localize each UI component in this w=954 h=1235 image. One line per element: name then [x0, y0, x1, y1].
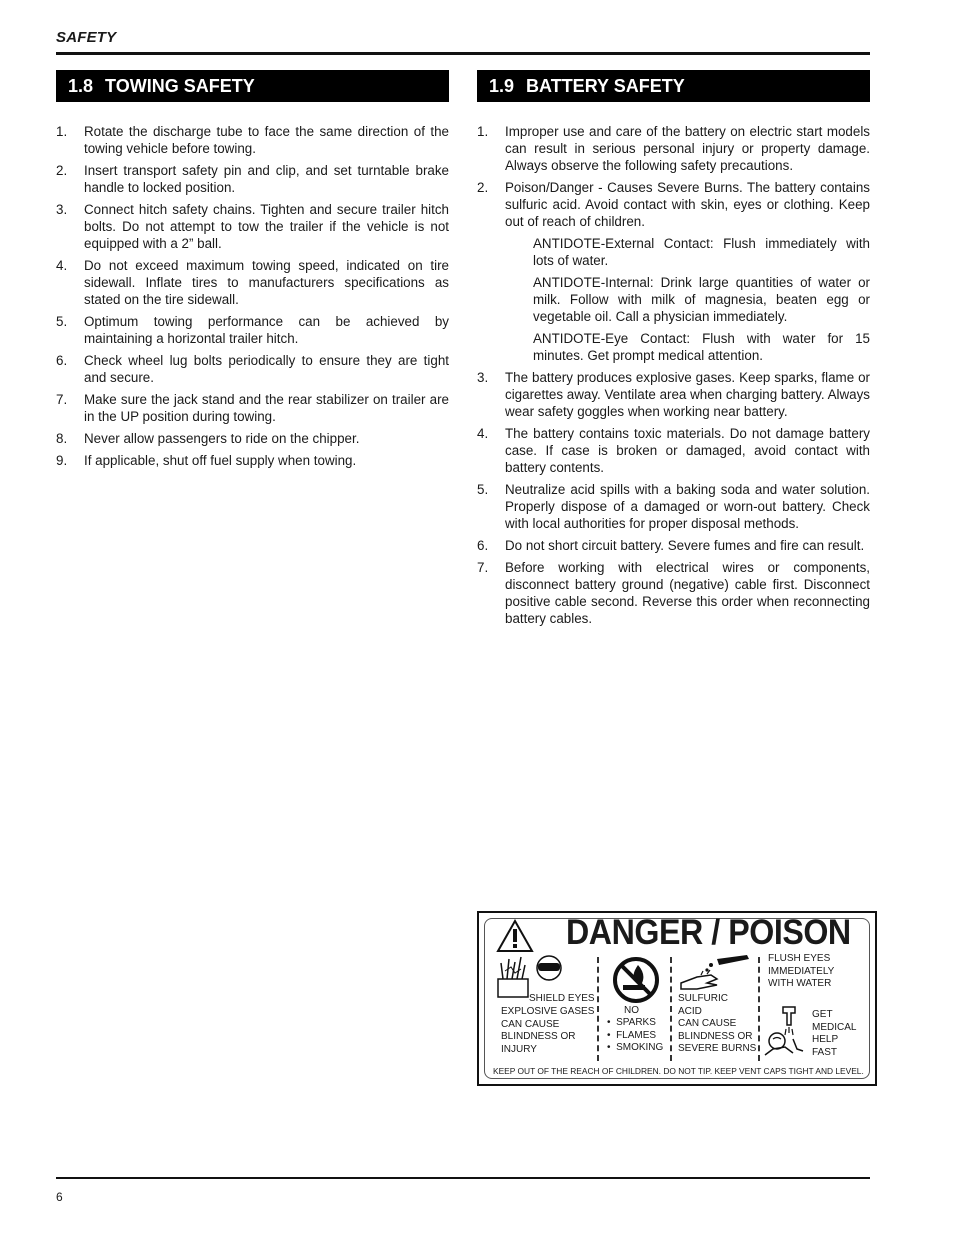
item-number: 2.: [477, 180, 489, 195]
item-text: If applicable, shut off fuel supply when towing.: [84, 453, 357, 468]
medical-help-text: [812, 1009, 856, 1059]
danger-label-footer: KEEP OUT OF THE REACH OF CHILDREN. DO NOT TIP. KEEP VENT CAPS TIGHT AND LEVEL.: [493, 1066, 864, 1076]
item-text: Insert transport safety pin and clip, and set turntable brake handle to locked position.: [84, 163, 449, 195]
medical-line: MEDICAL: [812, 1021, 857, 1033]
no-item: • SPARKS: [607, 1017, 656, 1028]
list-item: [477, 425, 870, 476]
flush-line: WITH WATER: [768, 978, 832, 989]
explosive-line: CAN CAUSE: [501, 1018, 560, 1030]
acid-line: ACID: [678, 1005, 702, 1017]
item-text: Do not short circuit battery. Severe fumes and fire can result.: [505, 538, 865, 553]
battery-section-number: 1.9: [489, 75, 515, 96]
item-number: 9.: [56, 453, 68, 468]
danger-title: DANGER / POISON: [566, 913, 851, 952]
flush-line: IMMEDIATELY: [768, 965, 835, 977]
item-number: 6.: [477, 538, 489, 553]
flush-eyes-text: [768, 953, 834, 991]
list-item: [56, 123, 449, 157]
explosive-line: BLINDNESS OR: [501, 1031, 576, 1042]
item-number: 7.: [477, 560, 489, 575]
list-item: [56, 391, 449, 425]
medical-line: GET: [812, 1009, 833, 1020]
acid-line: SULFURIC: [678, 993, 729, 1004]
antidote-internal: ANTIDOTE-Internal: Drink large quantities of water or milk. Follow with milk of magnesia, beaten egg or vegetable oil. Call a physician immediately.: [533, 275, 870, 324]
acid-line: BLINDNESS OR: [678, 1030, 753, 1042]
page-number: 6: [56, 1190, 63, 1204]
item-number: 4.: [56, 258, 68, 273]
item-text: Make sure the jack stand and the rear stabilizer on trailer are in the UP position during towing.: [84, 392, 449, 424]
item-text: The battery produces explosive gases. Keep sparks, flame or cigarettes away. Ventilate area when charging battery. Always wear safety goggles when working near battery.: [505, 370, 870, 419]
shield-eyes-text: SHIELD EYES: [529, 993, 595, 1004]
list-item: [56, 430, 449, 447]
acid-line: CAN CAUSE: [678, 1018, 737, 1029]
medical-line: HELP: [812, 1034, 839, 1045]
item-text: Optimum towing performance can be achieved by maintaining a horizontal trailer hitch.: [84, 314, 449, 346]
battery-section-header: [477, 70, 870, 102]
list-item: [56, 257, 449, 308]
danger-poison-label: [477, 911, 877, 1086]
no-item: • FLAMES: [607, 1029, 657, 1041]
list-item: [477, 537, 870, 554]
item-number: 1.: [56, 124, 68, 139]
battery-safety-section: [477, 70, 870, 632]
towing-safety-section: [56, 70, 449, 474]
item-text: Never allow passengers to ride on the chipper.: [84, 431, 360, 446]
list-item: [56, 352, 449, 386]
top-rule: [56, 52, 870, 55]
item-number: 8.: [56, 431, 68, 446]
no-item: • SMOKING: [607, 1042, 664, 1053]
bottom-rule: [56, 1177, 870, 1179]
list-item: [477, 481, 870, 532]
item-number: 5.: [477, 482, 489, 497]
towing-list: [56, 123, 449, 469]
running-head: SAFETY: [56, 29, 117, 46]
list-item: [477, 123, 870, 174]
acid-warning: [678, 993, 756, 1056]
item-text: Rotate the discharge tube to face the same direction of the towing vehicle before towing.: [84, 124, 449, 156]
item-number: 7.: [56, 392, 68, 407]
list-item: [56, 313, 449, 347]
list-item: [477, 179, 870, 230]
no-items-list: [607, 1017, 663, 1055]
list-item: [56, 452, 449, 469]
towing-section-header: [56, 70, 449, 102]
explosive-line: EXPLOSIVE GASES: [501, 1006, 595, 1017]
no-smoking-icon: [611, 955, 661, 1005]
item-number: 3.: [477, 370, 489, 385]
antidote-eye: ANTIDOTE-Eye Contact: Flush with water for 15 minutes. Get prompt medical attention.: [533, 331, 870, 363]
list-item: [56, 162, 449, 196]
faucet-eyewash-icon: [763, 1003, 811, 1059]
item-text: Do not exceed maximum towing speed, indicated on tire sidewall. Inflate tires to manufacturers specifications as stated on the tire sidewall.: [84, 258, 449, 307]
item-text: Poison/Danger - Causes Severe Burns. The battery contains sulfuric acid. Avoid contact with skin, eyes or clothing. Keep out of reach of children.: [505, 180, 870, 229]
item-number: 2.: [56, 163, 68, 178]
list-item: [477, 369, 870, 420]
item-text: Neutralize acid spills with a baking soda and water solution. Properly dispose of a damaged or worn-out battery. Check with local authorities for proper disposal methods.: [505, 482, 870, 531]
battery-section-title: BATTERY SAFETY: [526, 75, 685, 96]
item-number: 3.: [56, 202, 68, 217]
item-number: 6.: [56, 353, 68, 368]
panel-separator: [597, 957, 599, 1061]
towing-section-title: TOWING SAFETY: [105, 75, 255, 96]
item-text: Improper use and care of the battery on electric start models can result in serious personal injury or property damage. Always observe the following safety precautions.: [505, 124, 870, 173]
panel-separator: [758, 957, 760, 1061]
no-text: NO: [624, 1005, 639, 1016]
list-item: [477, 559, 870, 627]
warning-triangle-icon: [496, 919, 534, 953]
list-item: [56, 201, 449, 252]
towing-section-number: 1.8: [68, 75, 94, 96]
item-text: Connect hitch safety chains. Tighten and secure trailer hitch bolts. Do not attempt to tow the trailer if the vehicle is not equipped with a 2” ball.: [84, 202, 449, 251]
acid-line: SEVERE BURNS: [678, 1043, 757, 1054]
item-number: 4.: [477, 426, 489, 441]
item-text: Before working with electrical wires or components, disconnect battery ground (negative) cable first. Disconnect positive cable second. Reverse this order when reconnecting battery cables.: [505, 560, 870, 626]
acid-burn-icon: [677, 953, 753, 993]
antidote-external: ANTIDOTE-External Contact: Flush immediately with lots of water.: [533, 236, 870, 268]
battery-list: [477, 123, 870, 627]
explosive-warning: [501, 1006, 594, 1056]
item-text: Check wheel lug bolts periodically to ensure they are tight and secure.: [84, 353, 449, 385]
explosive-line: INJURY: [501, 1043, 537, 1055]
flush-line: FLUSH EYES: [768, 953, 831, 964]
item-number: 1.: [477, 124, 489, 139]
medical-line: FAST: [812, 1046, 838, 1058]
panel-separator: [670, 957, 672, 1061]
item-number: 5.: [56, 314, 68, 329]
item-text: The battery contains toxic materials. Do not damage battery case. If case is broken or damaged, avoid contact with battery contents.: [505, 426, 870, 475]
